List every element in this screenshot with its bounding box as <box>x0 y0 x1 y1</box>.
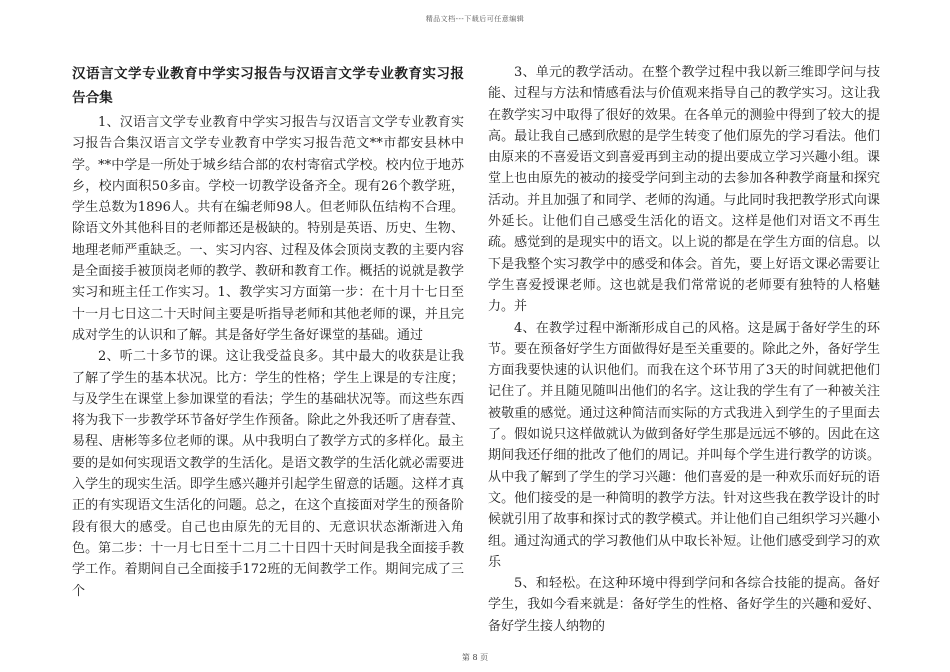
paragraph-4: 4、在教学过程中渐渐形成自己的风格。这是属于备好学生的环节。要在预备好学生方面做得好是至关重要的。除此之外，备好学生方面我要快速的认识他们。而我在这个环节用了3天的时间就把他们记住了。并且随见随叫出他们的名字。这让我的学生有了一种被关注被敬重的感觉。通过这种简洁而实际的方式我进入到学生的子里面去了。假如说只这样做就认为做到备好学生那是远远不够的。因此在这期间我还仔细的批改了他们的周记。并叫每个学生进行教学的访谈。从中我了解到了学生的学习兴趣：他们喜爱的是一种欢乐而好玩的语文。他们接受的是一种简明的教学方法。针对这些我在教学设计的时候就引用了故事和探讨式的教学模式。并让他们自己组织学习兴趣小组。通过沟通式的学习教他们从中取长补短。让他们感受到学习的欢乐 <box>488 320 880 570</box>
paragraph-1: 1、汉语言文学专业教育中学实习报告与汉语言文学专业教育实习报告合集汉语言文学专业教育中学实习报告范文**市都安县林中学。**中学是一所处于城乡结合部的农村寄宿式学校。校内位于地苏乡，校内面积50多亩。学校一切教学设备齐全。现有26个教学班，学生总数为1896人。共有在编老师98人。但老师队伍结构不合理。除语文外其他科目的老师都还是极缺的。特别是英语、历史、生物、地理老师严重缺乏。一、实习内容、过程及体会顶岗支教的主要内容是全面接手被顶岗老师的教学、教研和教育工作。概括的说就是教学实习和班主任工作实习。1、教学实习方面第一步：在十月十七日至十一月七日这二十天时间主要是听指导老师和其他老师的课，并且完成对学生的认识和了解。其是备好学生备好课堂的基础。通过 <box>72 115 464 343</box>
paragraph-3: 3、单元的教学活动。在整个教学过程中我以新三维即学问与技能、过程与方法和情感看法与价值观来指导自己的教学实习。这让我在教学实习中取得了很好的效果。在各单元的测验中得到了较大的提高。最让我自己感到欣慰的是学生转变了他们原先的学习看法。他们由原来的不喜爱语文到喜爱再到主动的提出要成立学习兴趣小组。课堂上也由原先的被动的接受学问到主动的去参加各种教学商量和探究活动。并且加强了和同学、老师的沟通。与此同时我把教学形式向课外延长。让他们自己感受生活化的语文。这样是他们对语文不再生疏。感觉到的是现实中的语文。以上说的都是在学生方面的信息。以下是我整个实习教学中的感受和体会。首先，要上好语文课必需要让学生喜爱授课老师。这也就是我们常常说的老师要有独特的人格魅力。并 <box>488 65 880 315</box>
left-column <box>72 62 464 602</box>
document-title: 汉语言文学专业教育中学实习报告与汉语言文学专业教育实习报告合集 <box>72 66 464 106</box>
page-number: 第 8 页 <box>461 653 489 662</box>
right-column <box>488 62 880 637</box>
paragraph-5: 5、和轻松。在这种环境中得到学问和各综合技能的提高。备好学生，我如今看来就是：备好学生的性格、备好学生的兴趣和爱好、备好学生接人纳物的 <box>488 576 880 634</box>
paragraph-2: 2、听二十多节的课。这让我受益良多。其中最大的收获是让我了解了学生的基本状况。比方：学生的性格；学生上课是的专注度；与及学生在课堂上参加课堂的看法；学生的基础状况等。而这些东西将为我下一步教学环节备好学生作预备。除此之外我还听了唐春萱、易程、唐彬等多位老师的课。从中我明白了教学方式的多样化。最主要的是如何实现语文教学的生活化。是语文教学的生活化就必需要进入学生的现实生活。即学生感兴趣并引起学生留意的话题。这样才真正的有实现语文生活化的问题。总之，在这个直接面对学生的预备阶段有很大的感受。自己也由原先的无目的、无意识状态渐渐进入角色。第二步：十一月七日至十二月二十日四十天时间是我全面接手教学工作。着期间自己全面接手172班的无间教学工作。期间完成了三个 <box>72 349 464 599</box>
page-header: 精品文档---下载后可任意编辑 <box>425 15 525 23</box>
